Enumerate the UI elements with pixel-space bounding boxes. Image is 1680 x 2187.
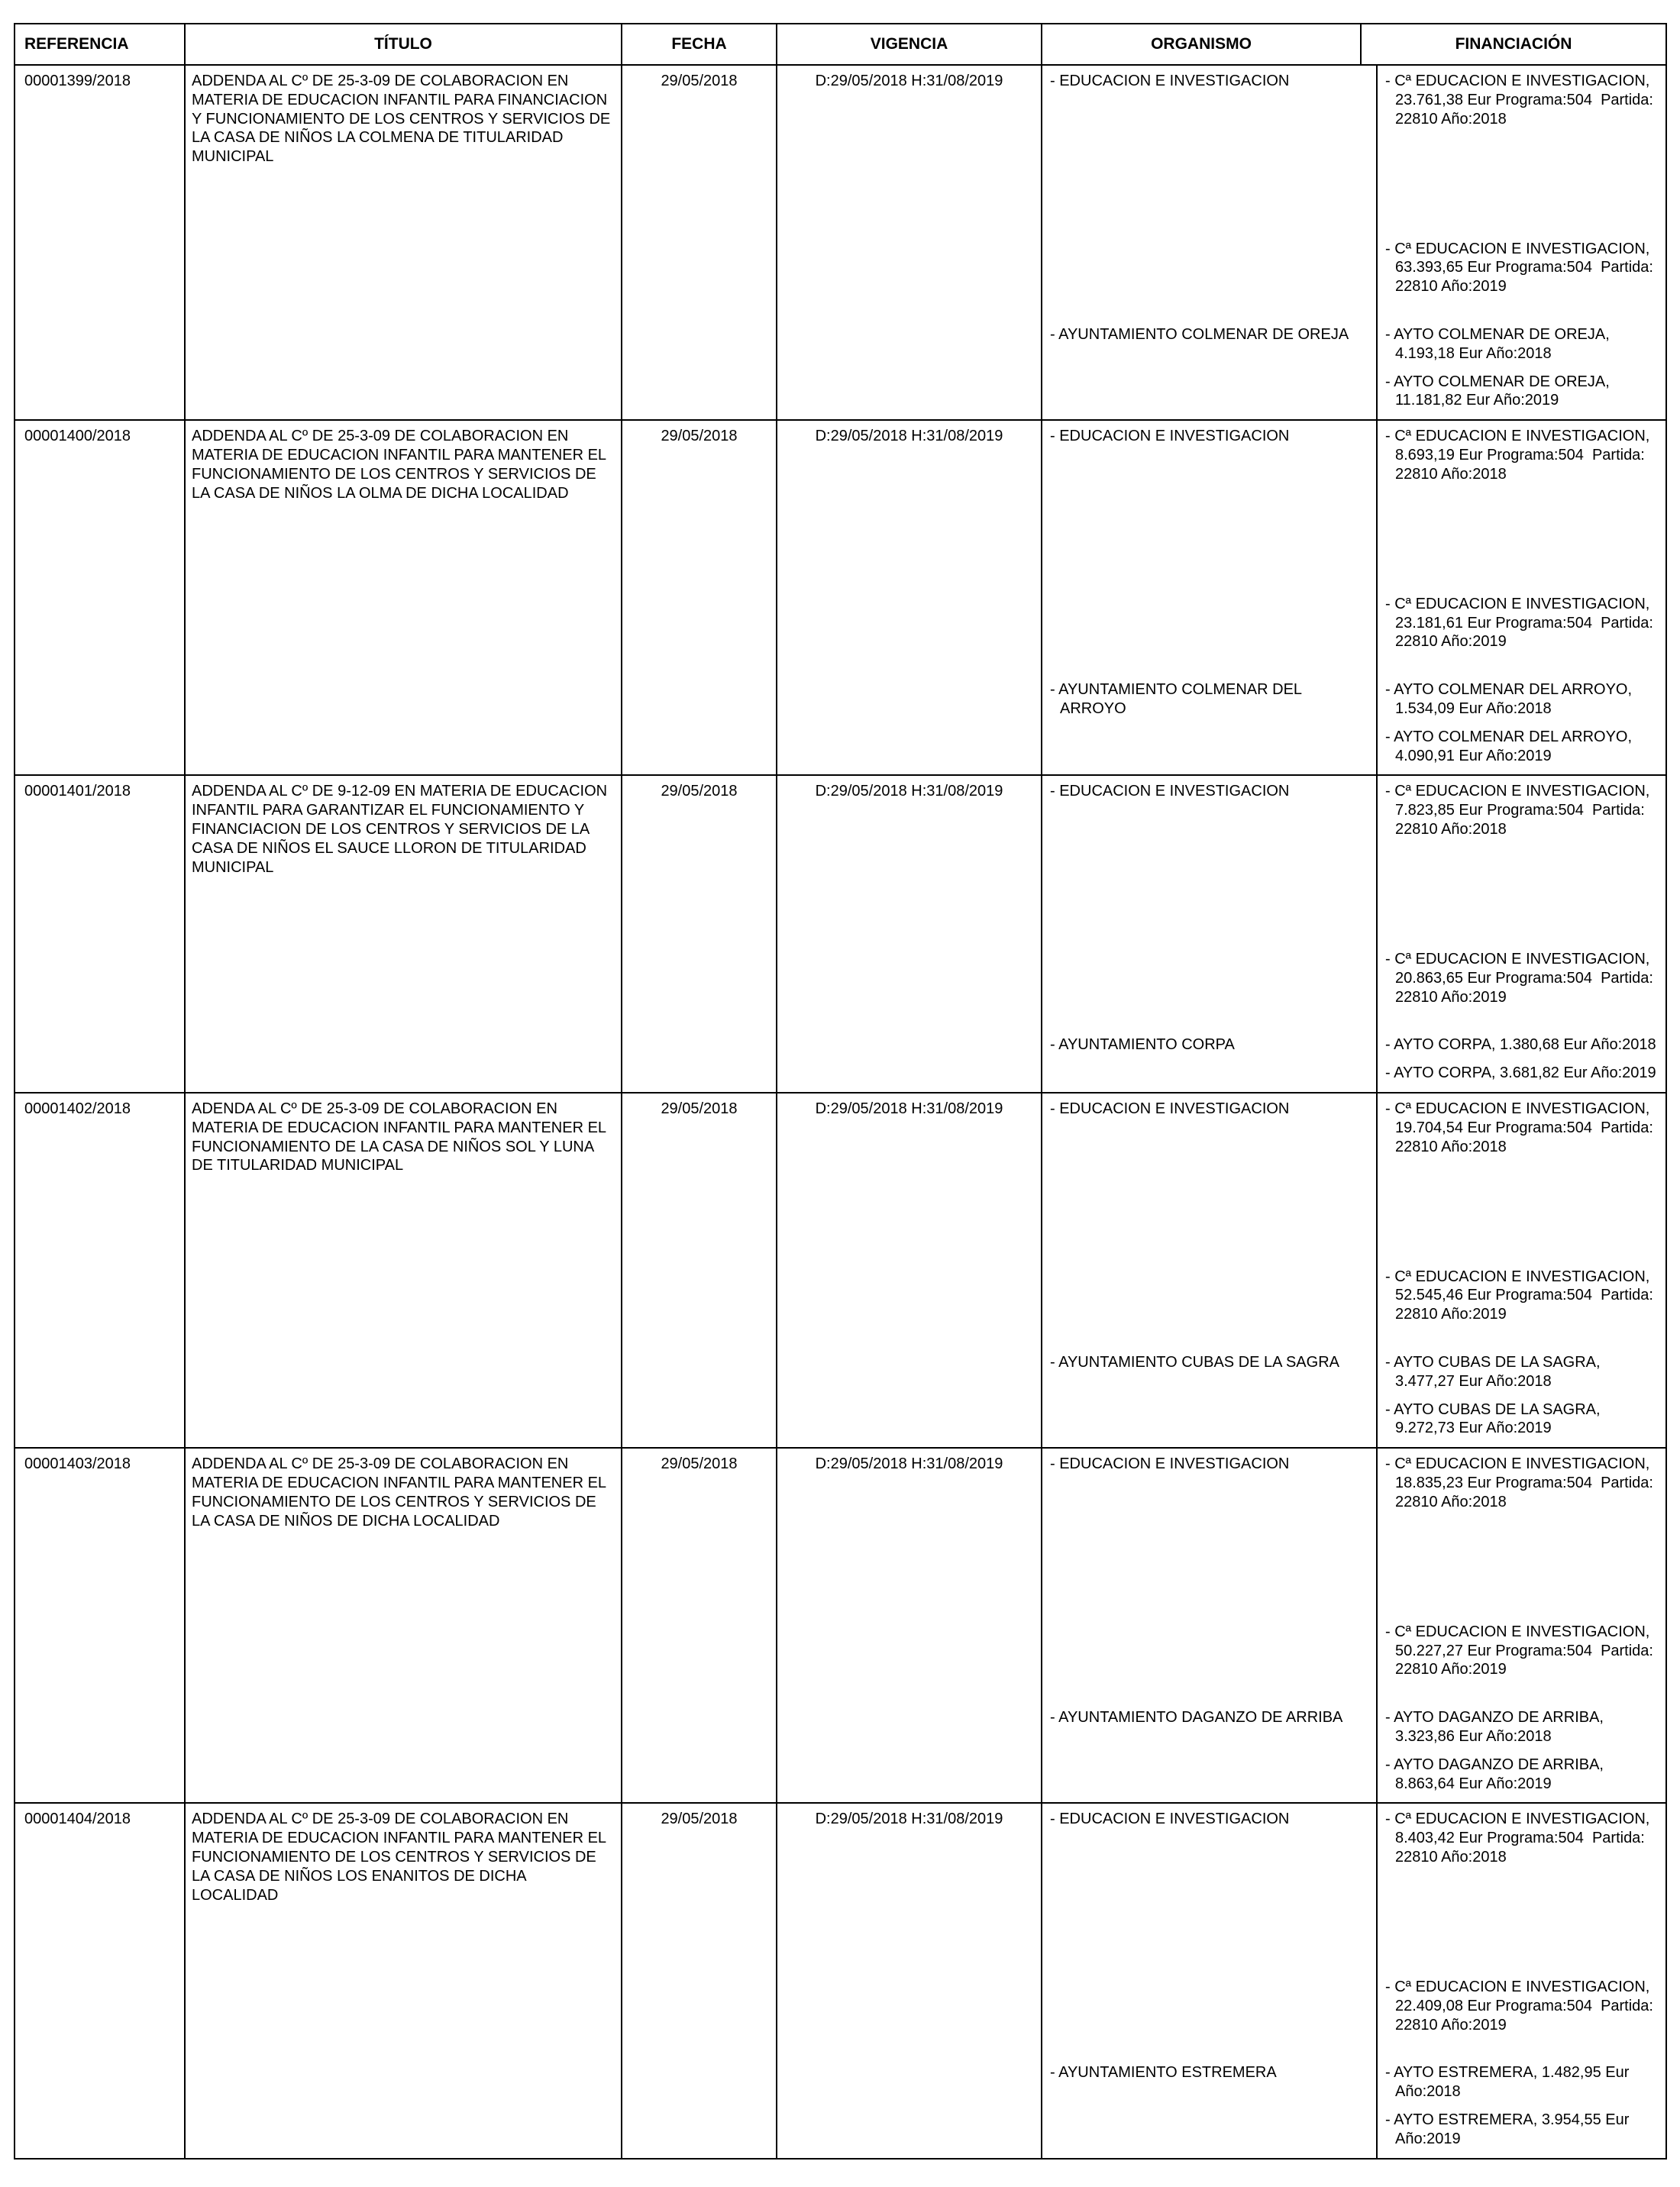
financiacion-column xyxy=(1378,1449,1665,1702)
vigencia-cell: D:29/05/2018 H:31/08/2019 xyxy=(777,1093,1042,1448)
organismo-entry: - EDUCACION E INVESTIGACION xyxy=(1050,783,1290,800)
financiacion-entry: - Cª EDUCACION E INVESTIGACION, 19.704,54 Eur Programa:504 Partida: 22810 Año:2018 xyxy=(1385,1100,1658,1155)
titulo-cell: ADDENDA AL Cº DE 25-3-09 DE COLABORACION EN MATERIA DE EDUCACION INFANTIL PARA FINANCIACION Y FUNCIONAMIENTO DE LOS CENTROS Y SERVICIOS DE LA CASA DE NIÑOS LA COLMENA DE TITULARIDAD MUNICIPAL xyxy=(185,65,622,420)
financiacion-entry: - AYTO ESTREMERA, 1.482,95 Eur Año:2018 xyxy=(1385,2064,1633,2101)
financiacion-entry: - AYTO DAGANZO DE ARRIBA, 3.323,86 Eur Año:2018 xyxy=(1385,1709,1608,1745)
financiacion-column xyxy=(1378,1094,1665,1347)
organismo-financiacion-groups xyxy=(1042,1804,1665,2157)
table-row xyxy=(15,775,1666,1093)
organismo-financiacion-group xyxy=(1042,2057,1665,2157)
financiacion-column xyxy=(1378,66,1665,319)
organismo-column xyxy=(1042,776,1378,1029)
table-row xyxy=(15,1448,1666,1803)
organismo-column xyxy=(1042,421,1378,674)
financiacion-column xyxy=(1378,319,1665,419)
titulo-cell: ADDENDA AL Cº DE 25-3-09 DE COLABORACION EN MATERIA DE EDUCACION INFANTIL PARA MANTENER EL FUNCIONAMIENTO DE LOS CENTROS Y SERVICIOS DE LA CASA DE NIÑOS LA OLMA DE DICHA LOCALIDAD xyxy=(185,420,622,775)
organismo-column xyxy=(1042,1804,1378,2057)
organismo-financiacion-cell xyxy=(1042,65,1666,420)
organismo-column xyxy=(1042,1347,1378,1447)
titulo-cell: ADDENDA AL Cº DE 25-3-09 DE COLABORACION EN MATERIA DE EDUCACION INFANTIL PARA MANTENER EL FUNCIONAMIENTO DE LOS CENTROS Y SERVICIOS DE LA CASA DE NIÑOS DE DICHA LOCALIDAD xyxy=(185,1448,622,1803)
referencia-cell: 00001400/2018 xyxy=(15,420,185,775)
organismo-financiacion-group xyxy=(1042,776,1665,1029)
header-row xyxy=(15,24,1666,65)
titulo-cell: ADDENDA AL Cº DE 9-12-09 EN MATERIA DE EDUCACION INFANTIL PARA GARANTIZAR EL FUNCIONAMIENTO Y FINANCIACION DE LOS CENTROS Y SERVICIOS DE LA CASA DE NIÑOS EL SAUCE LLORON DE TITULARIDAD MUNICIPAL xyxy=(185,775,622,1093)
organismo-financiacion-group xyxy=(1042,1347,1665,1447)
organismo-column xyxy=(1042,319,1378,419)
financiacion-entry: - AYTO COLMENAR DE OREJA, 11.181,82 Eur Año:2019 xyxy=(1385,373,1614,409)
organismo-financiacion-cell xyxy=(1042,1448,1666,1803)
organismo-column xyxy=(1042,2057,1378,2157)
financiacion-entry: - AYTO COLMENAR DEL ARROYO, 1.534,09 Eur Año:2018 xyxy=(1385,681,1636,718)
table-body xyxy=(15,65,1666,2159)
table-row xyxy=(15,1803,1666,2158)
organismo-financiacion-cell xyxy=(1042,420,1666,775)
financiacion-entry: - AYTO CORPA, 3.681,82 Eur Año:2019 xyxy=(1385,1064,1656,1082)
organismo-financiacion-groups xyxy=(1042,776,1665,1092)
column-header-fecha: FECHA xyxy=(622,24,777,65)
column-header-titulo: TÍTULO xyxy=(185,24,622,65)
financiacion-column xyxy=(1378,1804,1665,2057)
financiacion-column xyxy=(1378,1029,1665,1092)
financiacion-entry: - AYTO CUBAS DE LA SAGRA, 9.272,73 Eur Año:2019 xyxy=(1385,1400,1605,1437)
organismo-financiacion-group xyxy=(1042,421,1665,674)
financiacion-entry: - Cª EDUCACION E INVESTIGACION, 8.403,42 Eur Programa:504 Partida: 22810 Año:2018 xyxy=(1385,1811,1654,1866)
organismo-column xyxy=(1042,1029,1378,1092)
organismo-financiacion-cell xyxy=(1042,1093,1666,1448)
organismo-entry: - AYUNTAMIENTO ESTREMERA xyxy=(1050,2064,1277,2082)
convenios-table xyxy=(14,23,1667,2160)
referencia-cell: 00001402/2018 xyxy=(15,1093,185,1448)
financiacion-entry: - AYTO COLMENAR DEL ARROYO, 4.090,91 Eur Año:2019 xyxy=(1385,728,1636,764)
organismo-financiacion-groups xyxy=(1042,421,1665,774)
organismo-financiacion-group xyxy=(1042,66,1665,319)
referencia-cell: 00001404/2018 xyxy=(15,1803,185,2158)
organismo-column xyxy=(1042,1094,1378,1347)
organismo-financiacion-groups xyxy=(1042,1094,1665,1447)
financiacion-entry: - Cª EDUCACION E INVESTIGACION, 18.835,23 Eur Programa:504 Partida: 22810 Año:2018 xyxy=(1385,1455,1658,1510)
fecha-cell: 29/05/2018 xyxy=(622,420,777,775)
fecha-cell: 29/05/2018 xyxy=(622,65,777,420)
table-row xyxy=(15,65,1666,420)
referencia-cell: 00001399/2018 xyxy=(15,65,185,420)
organismo-financiacion-group xyxy=(1042,1094,1665,1347)
financiacion-entry: - AYTO DAGANZO DE ARRIBA, 8.863,64 Eur Año:2019 xyxy=(1385,1756,1608,1792)
organismo-column xyxy=(1042,66,1378,319)
financiacion-column xyxy=(1378,1347,1665,1447)
organismo-financiacion-cell xyxy=(1042,775,1666,1093)
organismo-financiacion-group xyxy=(1042,1804,1665,2057)
vigencia-cell: D:29/05/2018 H:31/08/2019 xyxy=(777,775,1042,1093)
referencia-cell: 00001403/2018 xyxy=(15,1448,185,1803)
financiacion-entry: - Cª EDUCACION E INVESTIGACION, 22.409,08 Eur Programa:504 Partida: 22810 Año:2019 xyxy=(1385,1978,1658,2034)
organismo-financiacion-group xyxy=(1042,1029,1665,1092)
financiacion-entry: - Cª EDUCACION E INVESTIGACION, 8.693,19 Eur Programa:504 Partida: 22810 Año:2018 xyxy=(1385,428,1654,483)
financiacion-entry: - AYTO CORPA, 1.380,68 Eur Año:2018 xyxy=(1385,1036,1656,1054)
table-row xyxy=(15,420,1666,775)
table-row xyxy=(15,1093,1666,1448)
organismo-entry: - EDUCACION E INVESTIGACION xyxy=(1050,428,1290,445)
organismo-financiacion-group xyxy=(1042,319,1665,419)
organismo-entry: - EDUCACION E INVESTIGACION xyxy=(1050,1811,1290,1828)
organismo-financiacion-groups xyxy=(1042,66,1665,419)
column-header-vigencia: VIGENCIA xyxy=(777,24,1042,65)
column-header-referencia: REFERENCIA xyxy=(15,24,185,65)
organismo-entry: - AYUNTAMIENTO COLMENAR DE OREJA xyxy=(1050,326,1349,344)
financiacion-entry: - Cª EDUCACION E INVESTIGACION, 23.181,61 Eur Programa:504 Partida: 22810 Año:2019 xyxy=(1385,595,1658,651)
financiacion-column xyxy=(1378,674,1665,774)
fecha-cell: 29/05/2018 xyxy=(622,1448,777,1803)
organismo-financiacion-groups xyxy=(1042,1449,1665,1802)
titulo-cell: ADDENDA AL Cº DE 25-3-09 DE COLABORACION EN MATERIA DE EDUCACION INFANTIL PARA MANTENER EL FUNCIONAMIENTO DE LOS CENTROS Y SERVICIOS DE LA CASA DE NIÑOS LOS ENANITOS DE DICHA LOCALIDAD xyxy=(185,1803,622,2158)
organismo-column xyxy=(1042,1449,1378,1702)
financiacion-entry: - AYTO ESTREMERA, 3.954,55 Eur Año:2019 xyxy=(1385,2111,1633,2147)
table-header xyxy=(15,24,1666,65)
organismo-entry: - EDUCACION E INVESTIGACION xyxy=(1050,1100,1290,1117)
financiacion-column xyxy=(1378,2057,1665,2157)
financiacion-entry: - Cª EDUCACION E INVESTIGACION, 20.863,65 Eur Programa:504 Partida: 22810 Año:2019 xyxy=(1385,951,1658,1006)
column-header-financiacion: FINANCIACIÓN xyxy=(1361,24,1666,65)
referencia-cell: 00001401/2018 xyxy=(15,775,185,1093)
fecha-cell: 29/05/2018 xyxy=(622,775,777,1093)
financiacion-entry: - AYTO COLMENAR DE OREJA, 4.193,18 Eur Año:2018 xyxy=(1385,326,1614,362)
organismo-entry: - EDUCACION E INVESTIGACION xyxy=(1050,73,1290,90)
financiacion-entry: - AYTO CUBAS DE LA SAGRA, 3.477,27 Eur Año:2018 xyxy=(1385,1354,1605,1390)
financiacion-entry: - Cª EDUCACION E INVESTIGACION, 7.823,85 Eur Programa:504 Partida: 22810 Año:2018 xyxy=(1385,783,1654,838)
financiacion-column xyxy=(1378,1702,1665,1802)
fecha-cell: 29/05/2018 xyxy=(622,1803,777,2158)
vigencia-cell: D:29/05/2018 H:31/08/2019 xyxy=(777,65,1042,420)
organismo-financiacion-group xyxy=(1042,1702,1665,1802)
organismo-entry: - AYUNTAMIENTO DAGANZO DE ARRIBA xyxy=(1050,1709,1343,1727)
vigencia-cell: D:29/05/2018 H:31/08/2019 xyxy=(777,1803,1042,2158)
organismo-entry: - EDUCACION E INVESTIGACION xyxy=(1050,1455,1290,1473)
financiacion-column xyxy=(1378,776,1665,1029)
organismo-column xyxy=(1042,674,1378,774)
organismo-entry: - AYUNTAMIENTO CORPA xyxy=(1050,1036,1235,1054)
organismo-financiacion-group xyxy=(1042,1449,1665,1702)
organismo-column xyxy=(1042,1702,1378,1802)
financiacion-column xyxy=(1378,421,1665,674)
financiacion-entry: - Cª EDUCACION E INVESTIGACION, 23.761,38 Eur Programa:504 Partida: 22810 Año:2018 xyxy=(1385,73,1658,128)
financiacion-entry: - Cª EDUCACION E INVESTIGACION, 63.393,65 Eur Programa:504 Partida: 22810 Año:2019 xyxy=(1385,240,1658,296)
financiacion-entry: - Cª EDUCACION E INVESTIGACION, 50.227,27 Eur Programa:504 Partida: 22810 Año:2019 xyxy=(1385,1623,1658,1678)
titulo-cell: ADENDA AL Cº DE 25-3-09 DE COLABORACION EN MATERIA DE EDUCACION INFANTIL PARA MANTENER EL FUNCIONAMIENTO DE LA CASA DE NIÑOS SOL Y LUNA DE TITULARIDAD MUNICIPAL xyxy=(185,1093,622,1448)
organismo-financiacion-cell xyxy=(1042,1803,1666,2158)
organismo-financiacion-group xyxy=(1042,674,1665,774)
vigencia-cell: D:29/05/2018 H:31/08/2019 xyxy=(777,1448,1042,1803)
column-header-organismo: ORGANISMO xyxy=(1042,24,1361,65)
organismo-entry: - AYUNTAMIENTO CUBAS DE LA SAGRA xyxy=(1050,1354,1339,1371)
financiacion-entry: - Cª EDUCACION E INVESTIGACION, 52.545,46 Eur Programa:504 Partida: 22810 Año:2019 xyxy=(1385,1268,1658,1323)
organismo-entry: - AYUNTAMIENTO COLMENAR DEL ARROYO xyxy=(1050,681,1305,718)
fecha-cell: 29/05/2018 xyxy=(622,1093,777,1448)
vigencia-cell: D:29/05/2018 H:31/08/2019 xyxy=(777,420,1042,775)
